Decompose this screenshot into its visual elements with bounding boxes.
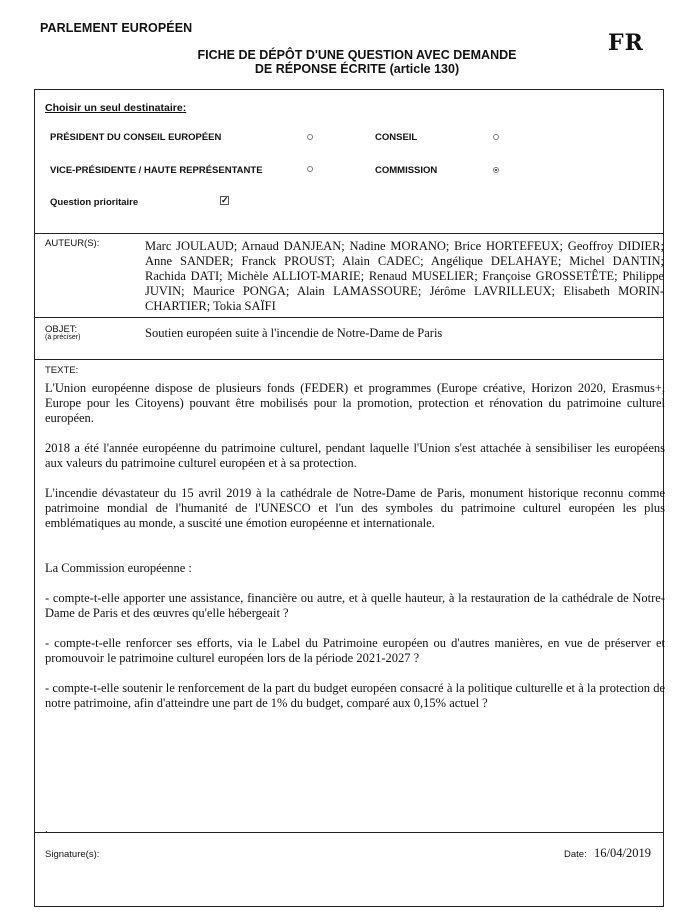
option-president-radio[interactable] <box>307 134 313 140</box>
subject-label: OBJET: <box>45 324 78 335</box>
recipient-section <box>34 89 664 234</box>
option-vp-label: VICE-PRÉSIDENTE / HAUTE REPRÉSENTANTE <box>50 165 263 176</box>
priority-checkbox[interactable]: ✓ <box>221 195 229 205</box>
subject-value: Soutien européen suite à l'incendie de Notre-Dame de Paris <box>145 326 443 340</box>
question-form-body <box>34 234 664 907</box>
divider <box>35 832 663 833</box>
recipient-section-title: Choisir un seul destinataire: <box>45 102 187 114</box>
authors-list: Marc JOULAUD; Arnaud DANJEAN; Nadine MORANO; Brice HORTEFEUX; Geoffroy DIDIER; Anne SANDER; Franck PROUST; Alain CADEC; Angélique DELAHAYE; Michel DANTIN; Rachida DATI; Michèle ALLIOT-MARIE; Renaud MUSELIER; Françoise GROSSETÊTE; Philippe JUVIN; Maurice PONGA; Alain LAMASSOURE; Jérôme LAVRILLEUX; Elisabeth MORIN-CHARTIER; Tokia SAÏFI <box>145 239 664 313</box>
text-label: TEXTE: <box>45 365 79 376</box>
text-paragraph: 2018 a été l'année européenne du patrimoine culturel, pendant laquelle l'Union s'est attachée à sensibiliser les européens aux valeurs du patrimoine culturel européen et à sa protection. <box>45 441 665 470</box>
option-commission-label: COMMISSION <box>375 165 438 176</box>
option-council-label: CONSEIL <box>375 132 418 143</box>
authors-label: AUTEUR(S): <box>45 238 100 249</box>
divider <box>35 317 663 318</box>
divider <box>35 359 663 360</box>
text-paragraph: - compte-t-elle renforcer ses efforts, via le Label du Patrimoine européen ou d'autres manières, en vue de préserver et promouvoir le patrimoine culturel européen lors de la période 2021-2027 ? <box>45 636 665 665</box>
question-text <box>45 381 665 726</box>
text-paragraph: - compte-t-elle apporter une assistance, financière ou autre, et à quelle hauteur, à la restauration de la cathédrale de Notre-Dame de Paris et des œuvres qu'elle hébergeait ? <box>45 591 665 620</box>
text-paragraph: - compte-t-elle soutenir le renforcement de la part du budget européen consacré à la politique culturelle et à la protection de notre patrimoine, afin d'atteindre une part de 1% du budget, comparé aux 0,15% actuel ? <box>45 681 665 710</box>
date-value: 16/04/2019 <box>594 846 651 860</box>
form-title <box>150 48 564 76</box>
language-code: FR <box>608 30 644 56</box>
option-vp-radio[interactable] <box>307 166 313 172</box>
date-label: Date: <box>564 849 587 860</box>
form-title-line1: FICHE DE DÉPÔT D'UNE QUESTION AVEC DEMANDE <box>197 48 517 62</box>
trailing-mark: . <box>45 824 48 835</box>
text-paragraph: La Commission européenne : <box>45 561 192 575</box>
signature-label: Signature(s): <box>45 849 100 860</box>
subject-sublabel: (à préciser) <box>45 334 81 341</box>
text-paragraph: L'incendie dévastateur du 15 avril 2019 à la cathédrale de Notre-Dame de Paris, monument historique reconnu comme patrimoine mondial de l'humanité de l'UNESCO et l'un des symboles du patrimoine culturel européen les plus emblématiques au monde, a suscité une émotion européenne et internationale. <box>45 486 665 530</box>
option-president-label: PRÉSIDENT DU CONSEIL EUROPÉEN <box>50 132 222 143</box>
option-commission-radio[interactable] <box>493 167 499 173</box>
option-council-radio[interactable] <box>493 134 499 140</box>
priority-label: Question prioritaire <box>50 197 139 208</box>
form-title-line2: DE RÉPONSE ÉCRITE (article 130) <box>254 62 460 76</box>
text-paragraph: L'Union européenne dispose de plusieurs fonds (FEDER) et programmes (Europe créative, Horizon 2020, Erasmus+, Europe pour les Citoyens) pouvant être mobilisés pour la promotion, protection et rénovation du patrimoine culturel européen. <box>45 381 665 425</box>
organization-name: PARLEMENT EUROPÉEN <box>40 21 193 35</box>
